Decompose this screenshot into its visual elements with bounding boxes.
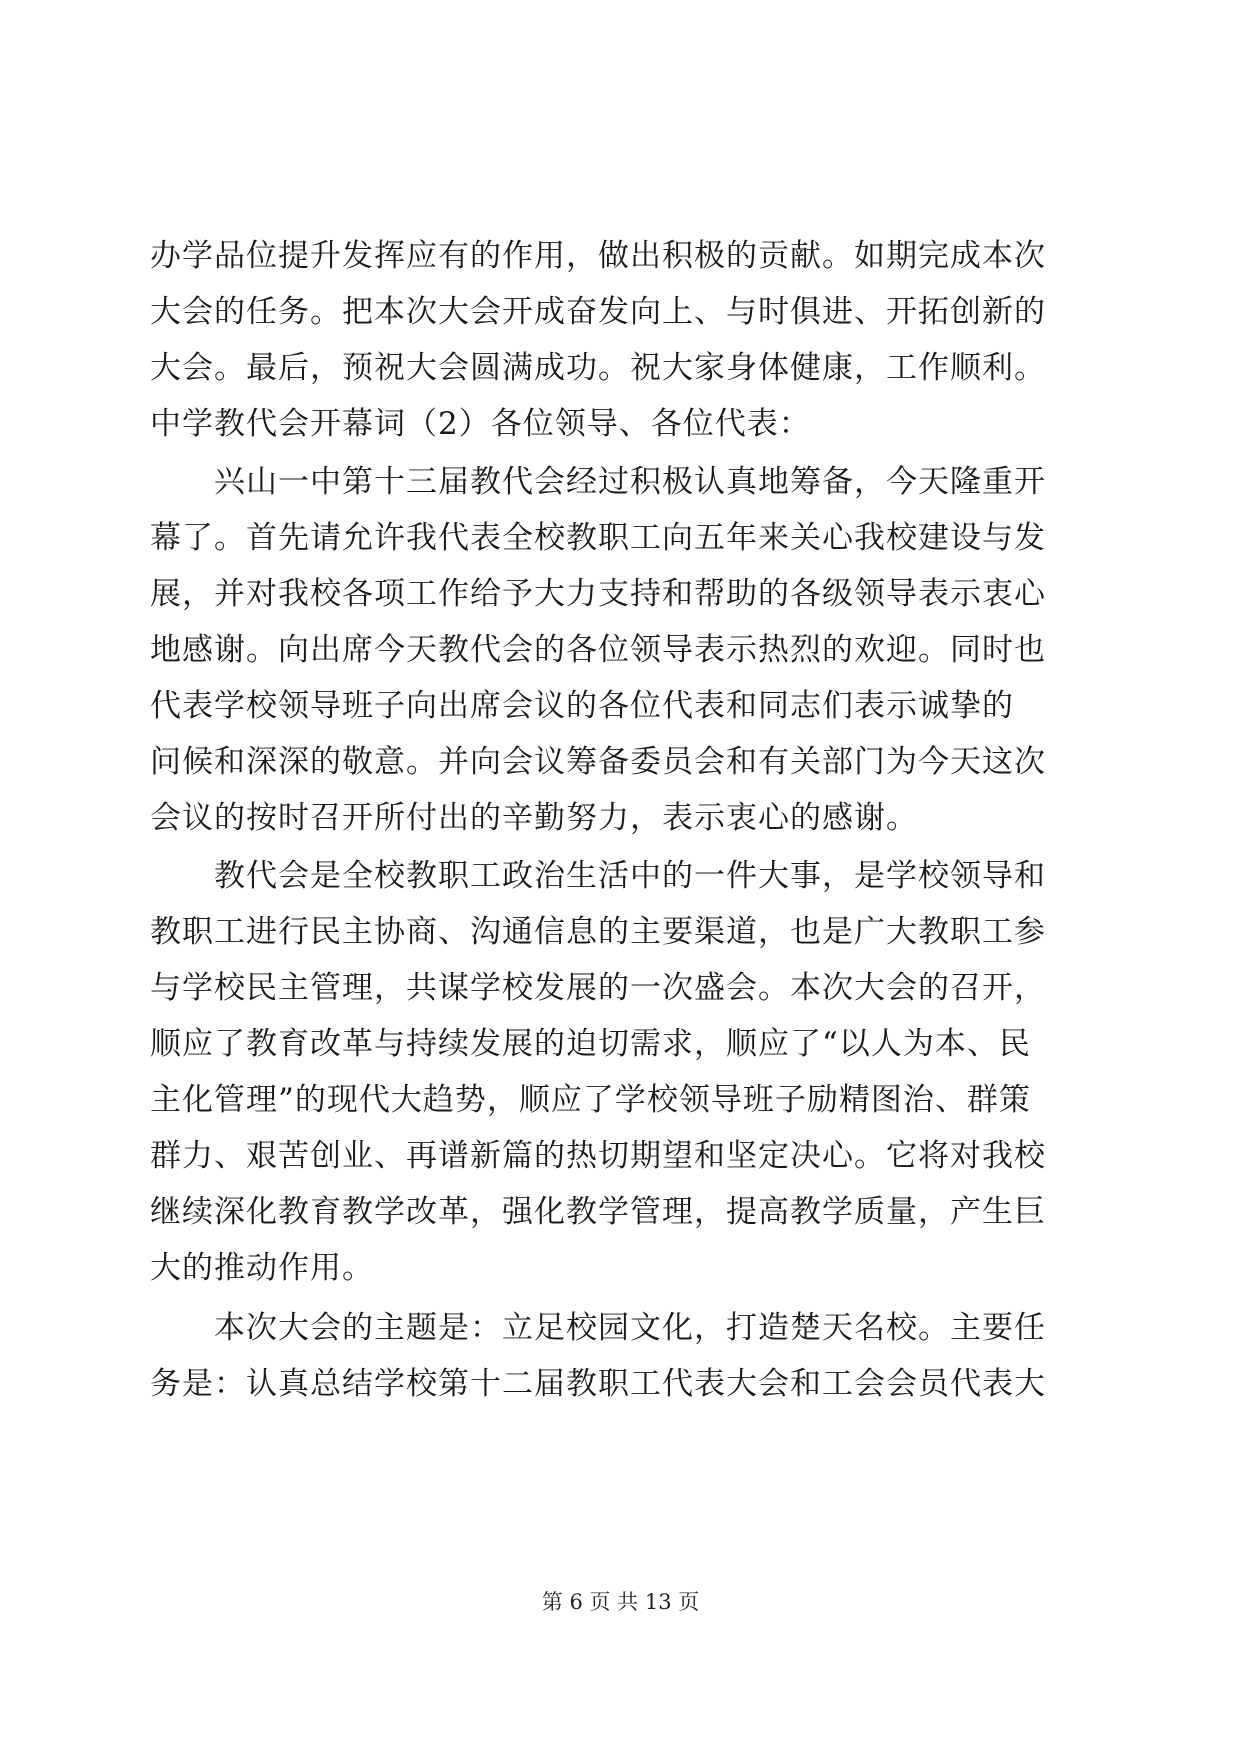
paragraph-first-line: 本次大会的主题是：立足校园文化，打造楚天名校。主要任 bbox=[214, 1310, 1046, 1346]
text-line: 办学品位提升发挥应有的作用，做出积极的贡献。如期完成本次 bbox=[150, 238, 1046, 274]
text-line: 主化管理”的现代大趋势，顺应了学校领导班子励精图治、群策 bbox=[150, 1082, 1031, 1118]
text-line: 教职工进行民主协商、沟通信息的主要渠道，也是广大教职工参 bbox=[150, 914, 1046, 950]
text-line: 务是：认真总结学校第十二届教职工代表大会和工会会员代表大 bbox=[150, 1366, 1046, 1402]
text-line: 代表学校领导班子向出席会议的各位代表和同志们表示诚挚的 bbox=[150, 688, 1014, 724]
text-line: 幕了。首先请允许我代表全校教职工向五年来关心我校建设与发 bbox=[150, 520, 1046, 556]
paragraph-first-line: 兴山一中第十三届教代会经过积极认真地筹备，今天隆重开 bbox=[214, 464, 1046, 500]
text-line: 大会。最后，预祝大会圆满成功。祝大家身体健康，工作顺利。 bbox=[150, 350, 1046, 386]
text-line: 大的推动作用。 bbox=[150, 1250, 374, 1286]
text-line: 顺应了教育改革与持续发展的迫切需求，顺应了“以人为本、民 bbox=[150, 1026, 1031, 1062]
page-number: 第 6 页 共 13 页 bbox=[541, 1590, 700, 1614]
text-line: 会议的按时召开所付出的辛勤努力，表示衷心的感谢。 bbox=[150, 800, 918, 836]
text-line: 展，并对我校各项工作给予大力支持和帮助的各级领导表示衷心 bbox=[150, 576, 1046, 612]
text-line: 群力、艰苦创业、再谱新篇的热切期望和坚定决心。它将对我校 bbox=[150, 1138, 1046, 1174]
text-line: 中学教代会开幕词（2）各位领导、各位代表： bbox=[150, 406, 811, 442]
text-line: 地感谢。向出席今天教代会的各位领导表示热烈的欢迎。同时也 bbox=[150, 632, 1046, 668]
text-line: 继续深化教育教学改革，强化教学管理，提高教学质量，产生巨 bbox=[150, 1194, 1046, 1230]
text-line: 与学校民主管理，共谋学校发展的一次盛会。本次大会的召开， bbox=[150, 970, 1046, 1006]
paragraph-first-line: 教代会是全校教职工政治生活中的一件大事，是学校领导和 bbox=[214, 858, 1046, 894]
text-line: 大会的任务。把本次大会开成奋发向上、与时俱进、开拓创新的 bbox=[150, 294, 1046, 330]
text-line: 问候和深深的敬意。并向会议筹备委员会和有关部门为今天这次 bbox=[150, 744, 1046, 780]
